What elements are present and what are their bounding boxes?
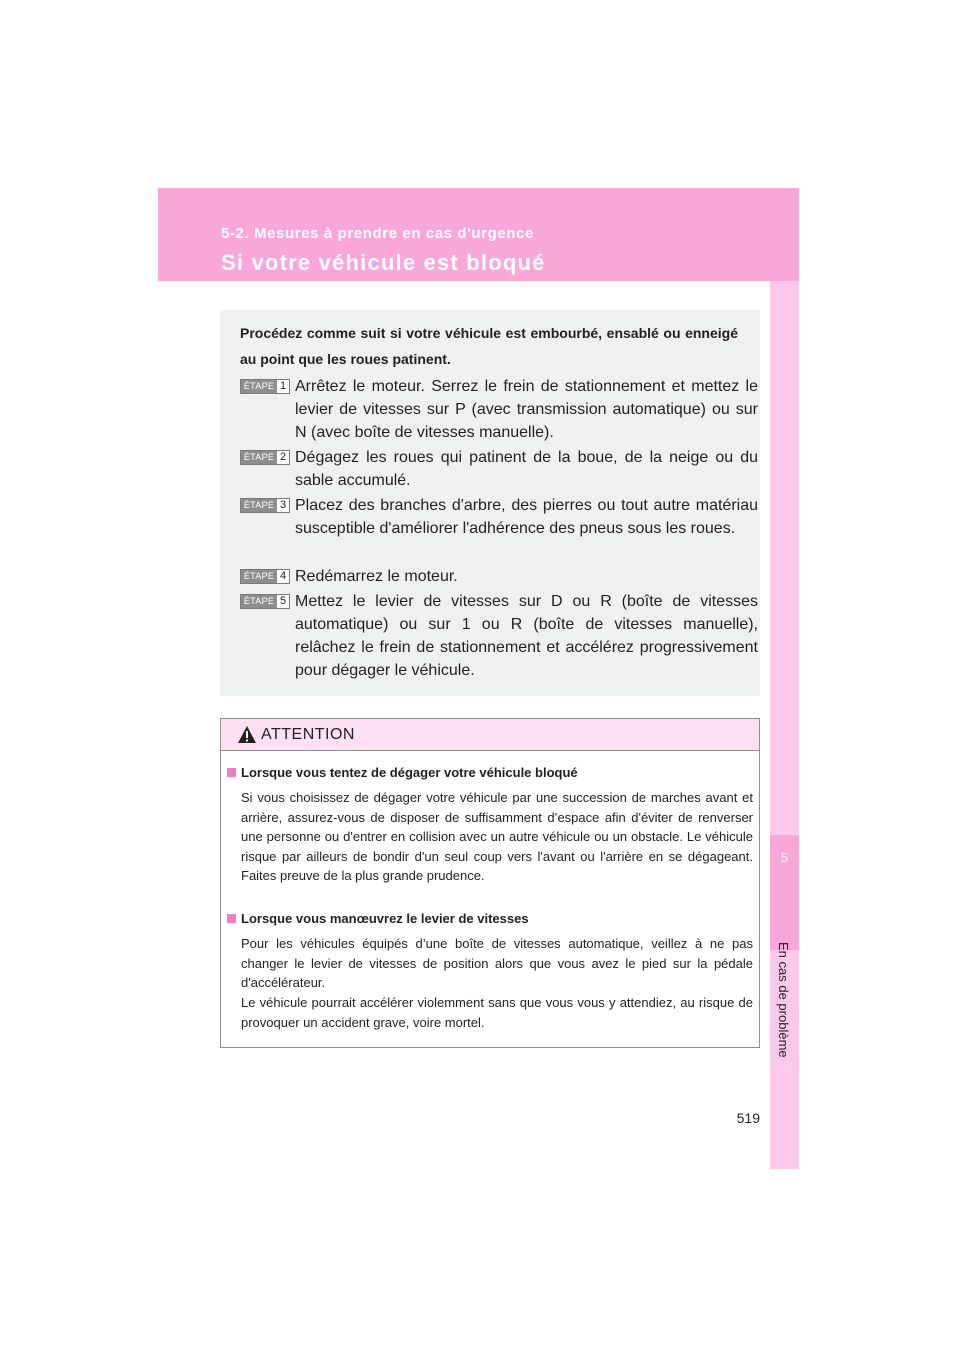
warning-triangle-icon	[237, 725, 257, 749]
step-badge-label: ÉTAPE	[241, 451, 277, 464]
attention-item-heading-text: Lorsque vous manœuvrez le levier de vitesses	[241, 911, 529, 926]
procedure-intro: Procédez comme suit si votre véhicule est embourbé, ensablé ou enneigé au point que les roues patinent.	[240, 325, 738, 367]
page-number: 519	[736, 1110, 760, 1126]
step-text: Redémarrez le moteur.	[295, 568, 458, 585]
step-number: 5	[279, 595, 287, 607]
attention-item-text: Si vous choisissez de dégager votre véhicule par une succession de marches avant et arrière, assurez-vous de disposer de suffisamment d’espace afin d'éviter de renverser une personne ou d'entrer en collision avec un autre véhicule ou un obstacle. Le véhicule risque par ailleurs de bondir d'un seul coup vers l'avant ou l'arrière en se dégageant. Faites preuve de la plus grande prudence.	[241, 790, 753, 884]
attention-item-heading	[227, 911, 752, 926]
attention-item-heading-text: Lorsque vous tentez de dégager votre véhicule bloqué	[241, 765, 578, 780]
step-badge-label: ÉTAPE	[241, 499, 277, 512]
attention-header	[221, 719, 759, 751]
step-text: Mettez le levier de vitesses sur D ou R (boîte de vitesses automatique) ou sur 1 ou R (boîte de vitesses manuelle), relâchez le frein de stationnement et accélérez progressivement pour dégager le véhicule.	[295, 593, 758, 679]
step-number: 2	[279, 451, 287, 463]
step-badge	[240, 594, 290, 609]
step-badge	[240, 498, 290, 513]
attention-box	[220, 718, 760, 1048]
chapter-label-text: En cas de problème	[776, 942, 791, 1058]
page-title: Si votre véhicule est bloqué	[221, 250, 546, 275]
step-text: Placez des branches d'arbre, des pierres ou tout autre matériau susceptible d'améliorer l'adhérence des pneus sous les roues.	[295, 497, 758, 537]
step-text: Dégagez les roues qui patinent de la boue, de la neige ou du sable accumulé.	[295, 449, 758, 489]
step-badge	[240, 450, 290, 465]
chapter-header	[158, 188, 799, 281]
step-number: 1	[279, 380, 287, 392]
step-number: 3	[279, 499, 287, 511]
attention-item-text: Pour les véhicules équipés d’une boîte de vitesses automatique, veillez à ne pas changer le levier de vitesses de position alors que vous avez le pied sur la pédale d'accélérateur.	[241, 936, 753, 991]
square-bullet-icon	[227, 768, 236, 777]
step-badge	[240, 379, 290, 394]
attention-title: ATTENTION	[261, 726, 355, 743]
chapter-number: 5	[780, 850, 789, 865]
section-subtitle: 5-2. Mesures à prendre en cas d'urgence	[221, 225, 534, 242]
step-badge-label: ÉTAPE	[241, 380, 277, 393]
step-text: Arrêtez le moteur. Serrez le frein de stationnement et mettez le levier de vitesses sur P (avec transmission automatique) ou sur N (avec boîte de vitesses manuelle).	[295, 378, 758, 441]
attention-item-heading	[227, 765, 752, 780]
attention-item-text: Le véhicule pourrait accélérer violemment sans que vous vous y attendiez, au risque de provoquer un accident grave, voire mortel.	[241, 995, 753, 1030]
step-badge	[240, 569, 290, 584]
step-badge-label: ÉTAPE	[241, 595, 277, 608]
procedure-box	[220, 310, 760, 696]
step-badge-label: ÉTAPE	[241, 570, 277, 583]
square-bullet-icon	[227, 914, 236, 923]
step-number: 4	[279, 570, 287, 582]
